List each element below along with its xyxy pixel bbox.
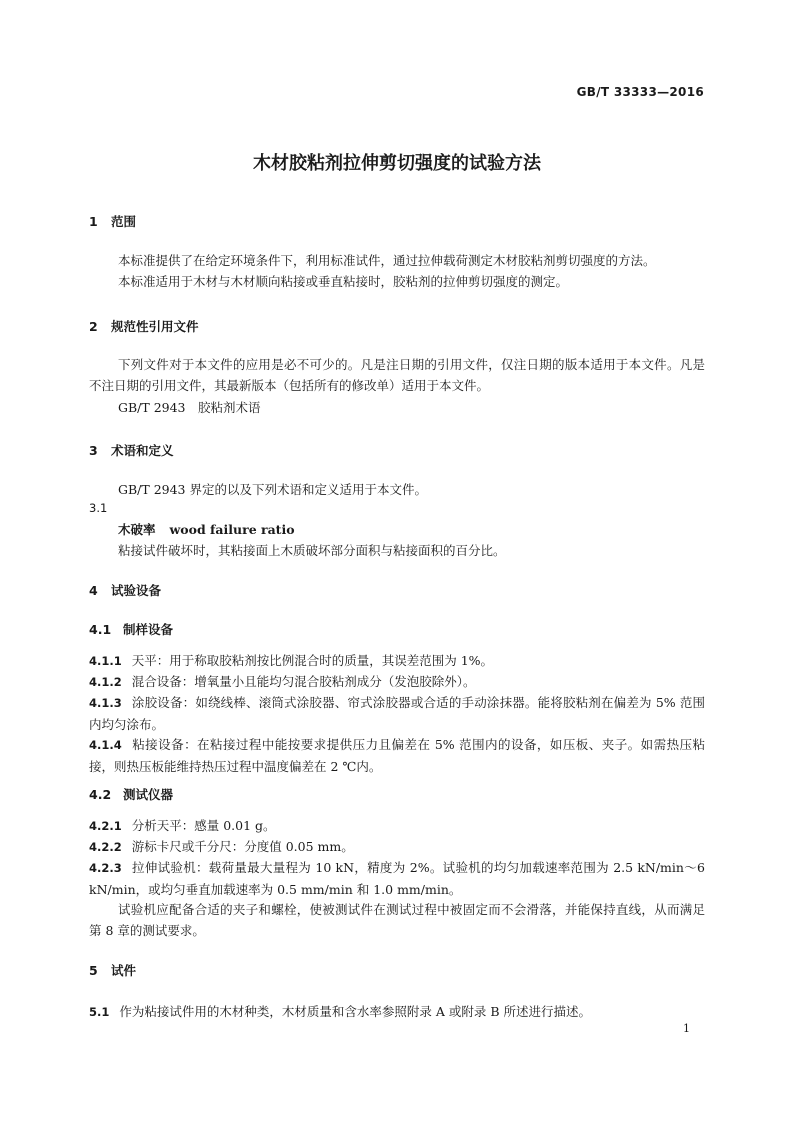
clause-text: 游标卡尺或千分尺：分度值 0.05 mm。	[131, 839, 354, 854]
paragraph: GB/T 2943 界定的以及下列术语和定义适用于本文件。	[118, 482, 427, 497]
subsection-4-2-heading	[89, 785, 173, 803]
clause-number: 4.1.3	[89, 696, 122, 710]
standard-number: GB/T 33333—2016	[576, 85, 704, 99]
clause-number: 4.2.3	[89, 861, 122, 875]
section-number: 5	[89, 963, 98, 978]
clause-4-1-4	[89, 734, 705, 777]
clause-text: 拉伸试验机：载荷量最大量程为 10 kN，精度为 2%。试验机的均匀加载速率范围为 2.5 kN/min～6 kN/min，或均匀垂直加载速率为 0.5 mm/min 和 1.0 mm/min。	[89, 860, 705, 897]
clause-4-2-2	[89, 836, 705, 858]
clause-text: 粘接设备：在粘接过程中能按要求提供压力且偏差在 5% 范围内的设备，如压板、夹子。如需热压粘接，则热压板能维持热压过程中温度偏差在 2 ℃内。	[89, 737, 705, 774]
document-title: 木材胶粘剂拉伸剪切强度的试验方法	[253, 153, 541, 174]
section-title: 试验设备	[111, 583, 162, 598]
section-4-heading	[89, 581, 161, 599]
clause-number: 4.2.2	[89, 840, 122, 854]
section-title: 术语和定义	[111, 443, 174, 458]
term-number: 3.1	[89, 501, 108, 515]
term-english: wood failure ratio	[169, 522, 295, 537]
section-3-heading	[89, 441, 174, 459]
clause-text: 作为粘接试件用的木材种类，木材质量和含水率参照附录 A 或附录 B 所述进行描述。	[119, 1004, 591, 1019]
clause-4-2-1	[89, 815, 705, 837]
clause-number: 4.1.1	[89, 654, 122, 668]
paragraph: 本标准提供了在给定环境条件下，利用标准试件，通过拉伸载荷测定木材胶粘剂剪切强度的方法。	[118, 253, 656, 268]
clause-number: 5.1	[89, 1005, 110, 1019]
section-title: 试件	[111, 963, 137, 978]
term	[118, 520, 295, 538]
subsection-4-1-heading	[89, 620, 173, 638]
page-number: 1	[683, 1022, 690, 1035]
section-number: 4	[89, 583, 98, 598]
clause-number: 4.1.4	[89, 738, 122, 752]
term-definition: 粘接试件破坏时，其粘接面上木质破坏部分面积与粘接面积的百分比。	[118, 543, 506, 558]
clause-text: 涂胶设备：如绕线棒、滚筒式涂胶器、帘式涂胶器或合适的手动涂抹器。能将胶粘剂在偏差为 5% 范围内均匀涂布。	[89, 695, 705, 732]
subsection-number: 4.2	[89, 787, 112, 802]
clause-text: 分析天平：感量 0.01 g。	[131, 818, 276, 833]
section-number: 1	[89, 214, 98, 229]
paragraph: 本标准适用于木材与木材顺向粘接或垂直粘接时，胶粘剂的拉伸剪切强度的测定。	[118, 274, 569, 289]
clause-number: 4.2.1	[89, 819, 122, 833]
section-2-heading	[89, 317, 199, 335]
section-5-heading	[89, 961, 136, 979]
clause-4-1-1	[89, 650, 705, 672]
normative-reference: GB/T 2943 胶粘剂术语	[118, 400, 261, 415]
clause-4-1-3	[89, 692, 705, 735]
paragraph: 下列文件对于本文件的应用是必不可少的。凡是注日期的引用文件，仅注日期的版本适用于本文件。凡是不注日期的引用文件，其最新版本（包括所有的修改单）适用于本文件。	[89, 357, 705, 393]
section-1-heading	[89, 212, 136, 230]
clause-text: 天平：用于称取胶粘剂按比例混合时的质量，其误差范围为 1%。	[131, 653, 494, 668]
term-chinese: 木破率	[118, 522, 156, 537]
subsection-title: 测试仪器	[123, 787, 174, 802]
section-number: 3	[89, 443, 98, 458]
clause-text: 混合设备：增氧量小且能均匀混合胶粘剂成分（发泡胶除外）。	[131, 674, 476, 689]
clause-4-1-2	[89, 671, 705, 693]
clause-4-2-3	[89, 857, 705, 900]
section-title: 规范性引用文件	[111, 319, 199, 334]
subsection-title: 制样设备	[123, 622, 174, 637]
clause-number: 4.1.2	[89, 675, 122, 689]
subsection-number: 4.1	[89, 622, 112, 637]
clause-5-1	[89, 1001, 705, 1023]
paragraph: 试验机应配备合适的夹子和螺栓，使被测试件在测试过程中被固定而不会滑落，并能保持直线，从而满足第 8 章的测试要求。	[89, 902, 705, 938]
section-number: 2	[89, 319, 98, 334]
section-title: 范围	[111, 214, 137, 229]
